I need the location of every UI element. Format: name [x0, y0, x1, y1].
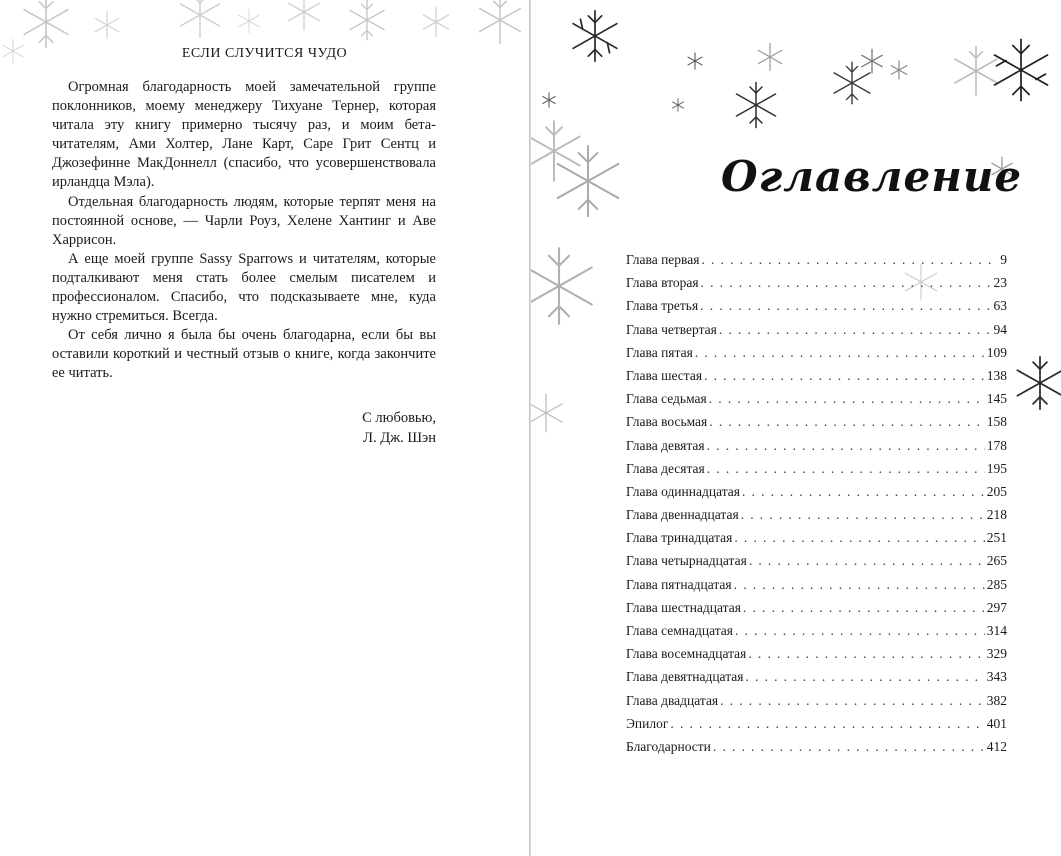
toc-entry-page: 9 — [1000, 252, 1007, 267]
snowflake-icon — [567, 8, 623, 64]
toc-entry-title: Глава двадцатая — [626, 692, 719, 708]
signoff-greeting: С любовью, — [362, 410, 436, 426]
toc-entry — [626, 600, 1007, 623]
toc-entry-page: 158 — [986, 414, 1007, 430]
toc-entry-title: Благодарности — [626, 738, 711, 754]
toc-entry-page: 343 — [986, 669, 1007, 685]
dot-leader — [695, 345, 985, 361]
toc-entry-page: 401 — [986, 715, 1007, 731]
dot-leader — [734, 577, 985, 593]
toc-entry — [626, 345, 1007, 368]
paragraph: А еще моей группе Sassy Sparrows и читателям, которые подталкивают меня стать более смелым писателем и профессионалом. Спасибо, что подсказываете мне, куда нужно стремиться. Всегда. — [52, 250, 436, 325]
snowflake-icon — [531, 392, 567, 434]
toc-entry-page: 23 — [993, 275, 1007, 291]
toc-entry — [626, 438, 1007, 461]
toc-entry — [626, 414, 1007, 437]
running-head: ЕСЛИ СЛУЧИТСЯ ЧУДО — [181, 46, 348, 61]
toc-entry — [626, 484, 1007, 507]
dot-leader — [709, 391, 985, 407]
dot-leader — [748, 646, 984, 662]
toc-entry — [626, 693, 1007, 716]
toc-entry-title: Глава двеннадцатая — [626, 507, 739, 523]
toc-entry-page: 382 — [986, 692, 1007, 708]
toc-entry-title: Глава четырнадцатая — [626, 553, 747, 569]
toc-entry — [626, 553, 1007, 576]
toc-entry-page: 195 — [986, 460, 1007, 476]
toc-entry-page: 329 — [986, 646, 1007, 662]
acknowledgements-text — [52, 78, 436, 384]
toc-entry-title: Глава девятнадцатая — [626, 669, 744, 685]
left-page — [0, 0, 529, 856]
author-name: Л. Дж. Шэн — [363, 429, 436, 446]
dot-leader — [709, 414, 984, 430]
toc-entry — [626, 530, 1007, 553]
dot-leader — [707, 438, 985, 454]
toc-entry-title: Глава пятая — [626, 344, 693, 360]
dot-leader — [719, 322, 992, 338]
snowflake-icon — [474, 0, 526, 46]
toc-entry-title: Глава восьмая — [626, 414, 708, 430]
toc-entry-title: Глава третья — [626, 298, 699, 314]
toc-entry-page: 205 — [986, 483, 1007, 499]
dot-leader — [734, 530, 984, 546]
snowflake-icon — [549, 142, 627, 220]
right-page — [531, 0, 1061, 856]
toc-entry — [626, 646, 1007, 669]
toc-entry — [626, 669, 1007, 692]
toc-entry — [626, 322, 1007, 345]
dot-leader — [720, 693, 985, 709]
toc-entry-page: 94 — [993, 321, 1007, 337]
toc-entry — [626, 298, 1007, 321]
snowflake-icon — [420, 6, 452, 38]
snowflake-icon — [1011, 354, 1061, 412]
dot-leader — [713, 739, 985, 755]
snowflake-icon — [686, 52, 704, 70]
paragraph: От себя лично я была бы очень благодарна, если бы вы оставили короткий и честный отзыв о книге, когда закончите ее читать. — [52, 327, 436, 382]
snowflake-icon — [345, 0, 389, 42]
dot-leader — [735, 623, 985, 639]
toc-entry — [626, 739, 1007, 759]
snowflake-icon — [731, 80, 781, 130]
toc-entry — [626, 391, 1007, 414]
snowflake-icon — [755, 42, 785, 72]
toc-entry — [626, 623, 1007, 646]
toc-entry-title: Глава шестнадцатая — [626, 599, 741, 615]
dot-leader — [701, 252, 998, 268]
toc-entry-page: 314 — [986, 623, 1007, 638]
signoff — [52, 409, 436, 448]
toc-entry — [626, 368, 1007, 391]
snowflake-icon — [92, 10, 122, 40]
toc-entry-title: Глава четвертая — [626, 321, 717, 337]
toc-entry — [626, 252, 1007, 275]
toc-entry-page: 178 — [986, 437, 1007, 453]
toc-entry — [626, 716, 1007, 739]
toc-entry — [626, 577, 1007, 600]
toc-entry-page: 138 — [986, 367, 1007, 383]
dot-leader — [742, 484, 985, 500]
table-of-contents — [626, 252, 1007, 759]
toc-entry — [626, 461, 1007, 484]
snowflake-icon — [987, 36, 1055, 104]
dot-leader — [700, 298, 991, 314]
toc-entry-title: Эпилог — [626, 715, 669, 731]
dot-leader — [670, 716, 984, 732]
dot-leader — [701, 275, 992, 291]
toc-title: Оглавление — [721, 152, 1023, 201]
dot-leader — [749, 553, 985, 569]
toc-entry-page: 109 — [986, 344, 1007, 360]
toc-entry-title: Глава десятая — [626, 460, 705, 476]
snowflake-icon — [889, 60, 909, 80]
snowflake-icon — [18, 0, 74, 50]
toc-entry-page: 297 — [986, 599, 1007, 615]
toc-entry-title: Глава восемнадцатая — [626, 646, 747, 662]
dot-leader — [704, 368, 985, 384]
toc-entry — [626, 507, 1007, 530]
toc-entry-page: 145 — [986, 391, 1007, 407]
toc-entry-page: 412 — [986, 738, 1007, 754]
toc-entry-page: 285 — [986, 576, 1007, 592]
toc-entry-title: Глава пятнадцатая — [626, 576, 732, 592]
snowflake-icon — [859, 48, 885, 74]
paragraph: Отдельная благодарность людям, которые терпят меня на постоянной основе, — Чарли Роуз, Хелене Хантинг и Аве Харрисон. — [52, 193, 436, 248]
paragraph: Огромная благодарность моей замечательной группе поклонников, моему менеджеру Тихуане Тернер, которая читала эту книгу примерно тысячу раз, и моим бета-читателям, Ами Холтер, Лане Карт, Саре Грит Сентц и Джозефинне МакДоннелл (спасибо, что усовершенствовала ирландца Мэла). — [52, 79, 436, 191]
dot-leader — [741, 507, 985, 523]
toc-entry-title: Глава одиннадцатая — [626, 483, 740, 499]
toc-entry-title: Глава вторая — [626, 275, 699, 291]
dot-leader — [745, 669, 984, 685]
toc-entry-page: 63 — [993, 298, 1007, 314]
snowflake-icon — [284, 0, 324, 32]
snowflake-icon — [236, 8, 262, 34]
toc-entry-title: Глава девятая — [626, 437, 705, 453]
toc-entry-title: Глава шестая — [626, 367, 703, 383]
dot-leader — [743, 600, 985, 616]
toc-entry-title: Глава седьмая — [626, 391, 707, 407]
snowflake-icon — [671, 98, 685, 112]
toc-entry-title: Глава тринадцатая — [626, 530, 733, 546]
dot-leader — [707, 461, 985, 477]
snowflake-icon — [541, 92, 557, 108]
snowflake-icon — [175, 0, 225, 40]
toc-entry-title: Глава семнадцатая — [626, 623, 733, 638]
toc-entry-title: Глава первая — [626, 252, 700, 267]
snowflake-icon — [531, 244, 601, 328]
toc-entry-page: 251 — [986, 530, 1007, 546]
toc-entry-page: 265 — [986, 553, 1007, 569]
toc-entry — [626, 275, 1007, 298]
toc-entry-page: 218 — [986, 507, 1007, 523]
